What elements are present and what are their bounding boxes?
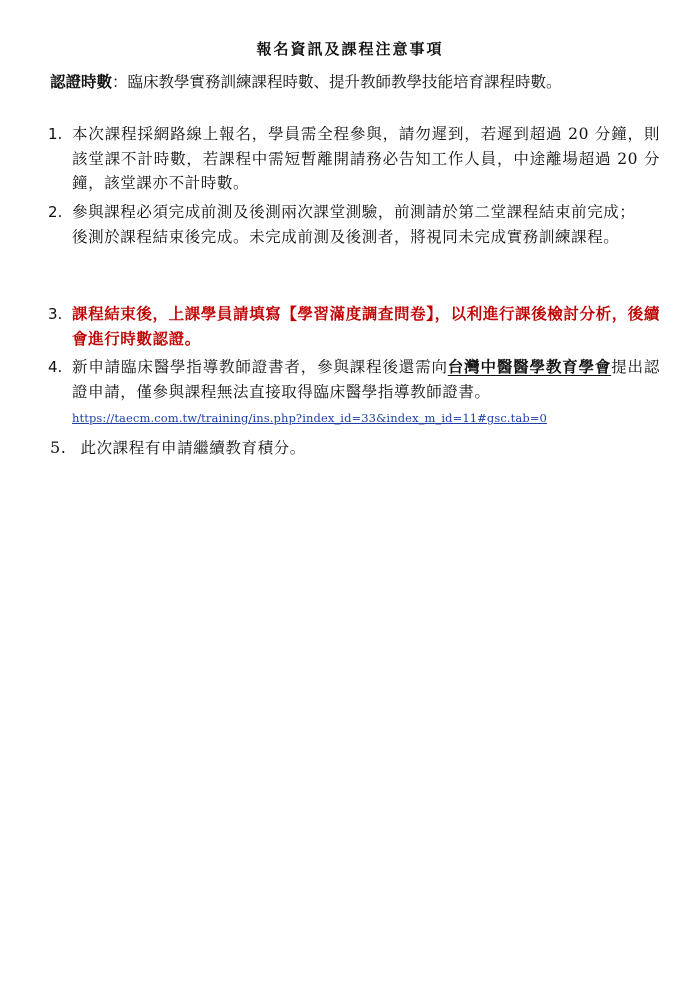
list-item-1: [48, 122, 660, 196]
certification-label: 認證時數: [50, 73, 113, 91]
list-item-text: 此次課程有申請繼續教育積分。: [80, 439, 306, 457]
list-item-text: 本次課程採網路線上報名，學員需全程參與，請勿遲到，若遲到超過 20 分鐘，則該堂課不計時數，若課程中需短暫離開請務必告知工作人員，中途離場超過 20 分鐘，該堂課亦不計時數。: [72, 125, 660, 192]
survey-notice-text: 課程結束後，上課學員請填寫【學習滿度調查問卷】，以利進行課後檢討分析，後續會進行時數認證。: [72, 304, 660, 348]
certification-text: 臨床教學實務訓練課程時數、提升教師教學技能培育課程時數。: [127, 73, 562, 91]
list-item-4: [48, 355, 660, 404]
list-item-body: [72, 355, 660, 404]
list-item-text: 後測於課程結束後完成。未完成前測及後測者，將視同未完成實務訓練課程。: [72, 227, 620, 246]
list-item-body: [72, 122, 660, 196]
list-item-body: [72, 200, 660, 249]
list-item-2: [48, 200, 660, 249]
list-item-number: 3.: [48, 305, 63, 323]
list-item-3: [48, 302, 660, 351]
list-item-text: 參與課程必須完成前測及後測兩次課堂測驗，前測請於第二堂課程結束前完成；: [72, 203, 636, 221]
certification-hours-line: [50, 70, 670, 94]
association-name: 台灣中醫醫學教育學會: [447, 358, 612, 376]
list-item-number: 4.: [48, 358, 63, 376]
list-item-text: [72, 355, 660, 404]
certification-separator: ：: [112, 73, 128, 91]
list-item-number: 5.: [50, 438, 67, 457]
list-item-number: 1.: [48, 125, 63, 143]
list-item-body: [72, 302, 660, 351]
page-title: 報名資訊及課程注意事項: [256, 40, 444, 58]
list-item-5: [50, 436, 306, 460]
training-info-link[interactable]: https://taecm.com.tw/training/ins.php?index_id=33&index_m_id=11#gsc.tab=0: [72, 411, 547, 425]
item-4-text-before: 新申請臨床醫學指導教師證書者，參與課程後還需向: [72, 358, 448, 376]
list-item-number: 2.: [48, 203, 63, 221]
item-4-text-after: 提出認證申請，僅參與課程無法直接取得臨床醫學指導教師證書。: [72, 358, 660, 401]
